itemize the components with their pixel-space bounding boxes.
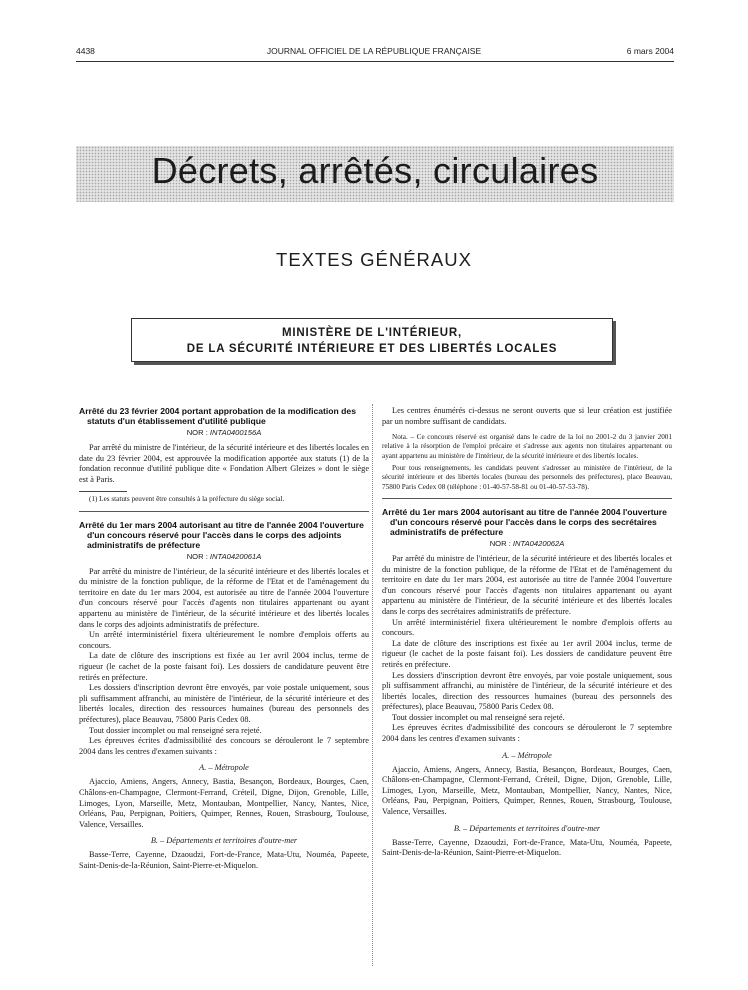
nota-paragraph: Nota. – Ce concours réservé est organisé dans le cadre de la loi no 2001-2 du 3 janvier 2001 relative à la résorption de l'emploi précaire et s'adresse aux agents non titulaires appartenant ou ayant appartenu au ministère de l'intérieur, de la sécurité intérieure et des libertés locales.: [382, 433, 672, 460]
subheading-metropole: A. – Métropole: [502, 750, 552, 760]
section-title: TEXTES GÉNÉRAUX: [276, 249, 472, 270]
decree-paragraph: Par arrêté du ministre de l'intérieur, de la sécurité intérieure et des libertés locales et du ministre de la fonction publique, de la réforme de l'Etat et de l'aménagement du territoire en date du 1er mars 2004, est autorisée au titre de l'année 2004 l'ouverture d'un concours réservé pour l'accès d'agents non titulaires appartenant ou ayant appartenu au ministère de l'intérieur, de la sécurité intérieure et des libertés locales dans le corps des secrétaires administratifs de préfecture.: [382, 553, 672, 616]
subheading-metropole: A. – Métropole: [199, 763, 249, 773]
header-rule: [76, 61, 674, 62]
right-column: [382, 406, 672, 859]
exam-centres-metropole: Ajaccio, Amiens, Angers, Annecy, Bastia, Besançon, Bordeaux, Bourges, Caen, Châlons-en-Champagne, Clermont-Ferrand, Créteil, Digne, Dijon, Grenoble, Lille, Limoges, Lyon, Marseille, Metz, Montauban, Montpellier, Nancy, Nantes, Nice, Orléans, Pau, Perpignan, Poitiers, Quimper, Rennes, Rouen, Strasbourg, Toulouse, Valence, Versailles.: [79, 777, 369, 829]
section-rule: [382, 498, 672, 499]
info-paragraph: Pour tous renseignements, les candidats peuvent s'adresser au ministère de l'intérieur, de la sécurité intérieure et des libertés locales (bureau des personnels des préfectures), place Beauvau, 75800 Paris Cedex 08 (téléphone : 01-40-57-58-81 ou 01-40-57-53-78).: [382, 464, 672, 491]
nor-label: NOR :: [489, 538, 513, 548]
column-divider: [372, 404, 373, 966]
nor-reference: [382, 539, 672, 548]
decree-paragraph: La date de clôture des inscriptions est fixée au 1er avril 2004 inclus, terme de rigueur (le cachet de la poste faisant foi). Les dossiers de candidature peuvent être retirés en préfecture.: [79, 651, 369, 682]
decree-paragraph: Les épreuves écrites d'admissibilité des concours se dérouleront le 7 septembre 2004 dans les centres d'examen suivants :: [79, 736, 369, 756]
decree-paragraph: Par arrêté du ministre de l'intérieur, de la sécurité intérieure et des libertés locales en date du 23 février 2004, est approuvée la modification apportée aux statuts (1) de la fondation reconnue d'utilité publique dite « Fondation Albert Gleizes » dont le siège est à Paris.: [79, 443, 369, 484]
section-rule: [79, 511, 369, 512]
nor-reference: [79, 428, 369, 437]
exam-centres-metropole: Ajaccio, Amiens, Angers, Annecy, Bastia, Besançon, Bordeaux, Bourges, Caen, Châlons-en-Champagne, Clermont-Ferrand, Créteil, Digne, Dijon, Grenoble, Lille, Limoges, Lyon, Marseille, Metz, Montauban, Montpellier, Nancy, Nantes, Nice, Orléans, Pau, Perpignan, Poitiers, Quimper, Rennes, Rouen, Strasbourg, Toulouse, Valence, Versailles.: [382, 764, 672, 817]
nor-code: INTA0420062A: [512, 538, 565, 548]
decree-paragraph: Les dossiers d'inscription devront être envoyés, par voie postale uniquement, sous pli suffisamment affranchi, au ministère de l'intérieur, de la sécurité intérieure et des libertés locales, direction des ressources humaines (bureau des personnels des préfectures), place Beauvau, 75800 Paris Cedex 08.: [79, 683, 369, 724]
nor-label: NOR :: [186, 428, 210, 437]
decree-paragraph: Par arrêté du ministre de l'intérieur, de la sécurité intérieure et des libertés locales et du ministre de la fonction publique, de la réforme de l'Etat et de l'aménagement du territoire en date du 1er mars 2004, est autorisée au titre de l'année 2004 l'ouverture d'un concours réservé pour l'accès d'agents non titulaires appartenant ou ayant appartenu au ministère de l'intérieur, de la sécurité intérieure et des libertés locales dans le corps des adjoints administratifs de préfecture.: [79, 566, 369, 629]
decree-paragraph: Les centres énumérés ci-dessus ne seront ouverts que si leur création est justifiée par un nombre suffisant de candidats.: [382, 406, 672, 426]
subheading-outre-mer: B. – Départements et territoires d'outre-mer: [453, 823, 601, 833]
decree-paragraph: Tout dossier incomplet ou mal renseigné sera rejeté.: [89, 725, 262, 735]
footnote-rule: [79, 491, 127, 492]
decree-paragraph: Un arrêté interministériel fixera ultérieurement le nombre d'emplois offerts au concours.: [382, 617, 672, 638]
footnote: (1) Les statuts peuvent être consultés à la préfecture du siège social.: [89, 495, 285, 504]
decree-paragraph: Tout dossier incomplet ou mal renseigné sera rejeté.: [392, 712, 565, 722]
decree-title: Arrêté du 23 février 2004 portant approbation de la modification des statuts d'un établissement d'utilité publique: [79, 406, 356, 426]
banner-title: Décrets, arrêtés, circulaires: [151, 150, 599, 191]
exam-centres-outre-mer: Basse-Terre, Cayenne, Dzaoudzi, Fort-de-France, Mata-Utu, Nouméa, Papeete, Saint-Denis-de-la-Réunion, Saint-Pierre-et-Miquelon.: [79, 850, 369, 870]
exam-centres-outre-mer: Basse-Terre, Cayenne, Dzaoudzi, Fort-de-France, Mata-Utu, Nouméa, Papeete, Saint-Denis-de-la-Réunion, Saint-Pierre-et-Miquelon.: [382, 837, 672, 858]
nor-reference: [79, 552, 369, 561]
ministry-line-1: MINISTÈRE DE L'INTÉRIEUR,: [282, 327, 462, 339]
issue-date: 6 mars 2004: [626, 46, 674, 56]
decree-title: Arrêté du 1er mars 2004 autorisant au titre de l'année 2004 l'ouverture d'un concours réservé pour l'accès dans le corps des secrétaires administratifs de préfecture: [382, 506, 667, 537]
decree-paragraph: Les dossiers d'inscription devront être envoyés, par voie postale uniquement, sous pli suffisamment affranchi, au ministère de l'intérieur, de la sécurité intérieure et des libertés locales, direction des ressources humaines (bureau des personnels des préfectures), place Beauvau, 75800 Paris Cedex 08.: [382, 670, 672, 712]
decree-title: Arrêté du 1er mars 2004 autorisant au titre de l'année 2004 l'ouverture d'un concours réservé pour l'accès dans le corps des adjoints administratifs de préfecture: [79, 519, 364, 550]
journal-title: JOURNAL OFFICIEL DE LA RÉPUBLIQUE FRANÇAISE: [266, 46, 482, 56]
page-number: 4438: [76, 46, 95, 56]
ministry-box: [131, 318, 613, 362]
decree-paragraph: La date de clôture des inscriptions est fixée au 1er avril 2004 inclus, terme de rigueur (le cachet de la poste faisant foi). Les dossiers de candidature peuvent être retirés en préfecture.: [382, 638, 672, 669]
left-column: [79, 406, 369, 872]
nor-code: INTA0420061A: [209, 551, 262, 561]
ministry-line-2: DE LA SÉCURITÉ INTÉRIEURE ET DES LIBERTÉS LOCALES: [186, 343, 558, 355]
decree-paragraph: Un arrêté interministériel fixera ultérieurement le nombre d'emplois offerts au concours.: [79, 630, 369, 650]
nor-label: NOR :: [186, 551, 210, 561]
subheading-outre-mer: B. – Départements et territoires d'outre-mer: [150, 836, 298, 846]
decree-paragraph: Les épreuves écrites d'admissibilité des concours se dérouleront le 7 septembre 2004 dans les centres d'examen suivants :: [382, 723, 672, 744]
nor-code: INTA0400156A: [209, 428, 262, 437]
